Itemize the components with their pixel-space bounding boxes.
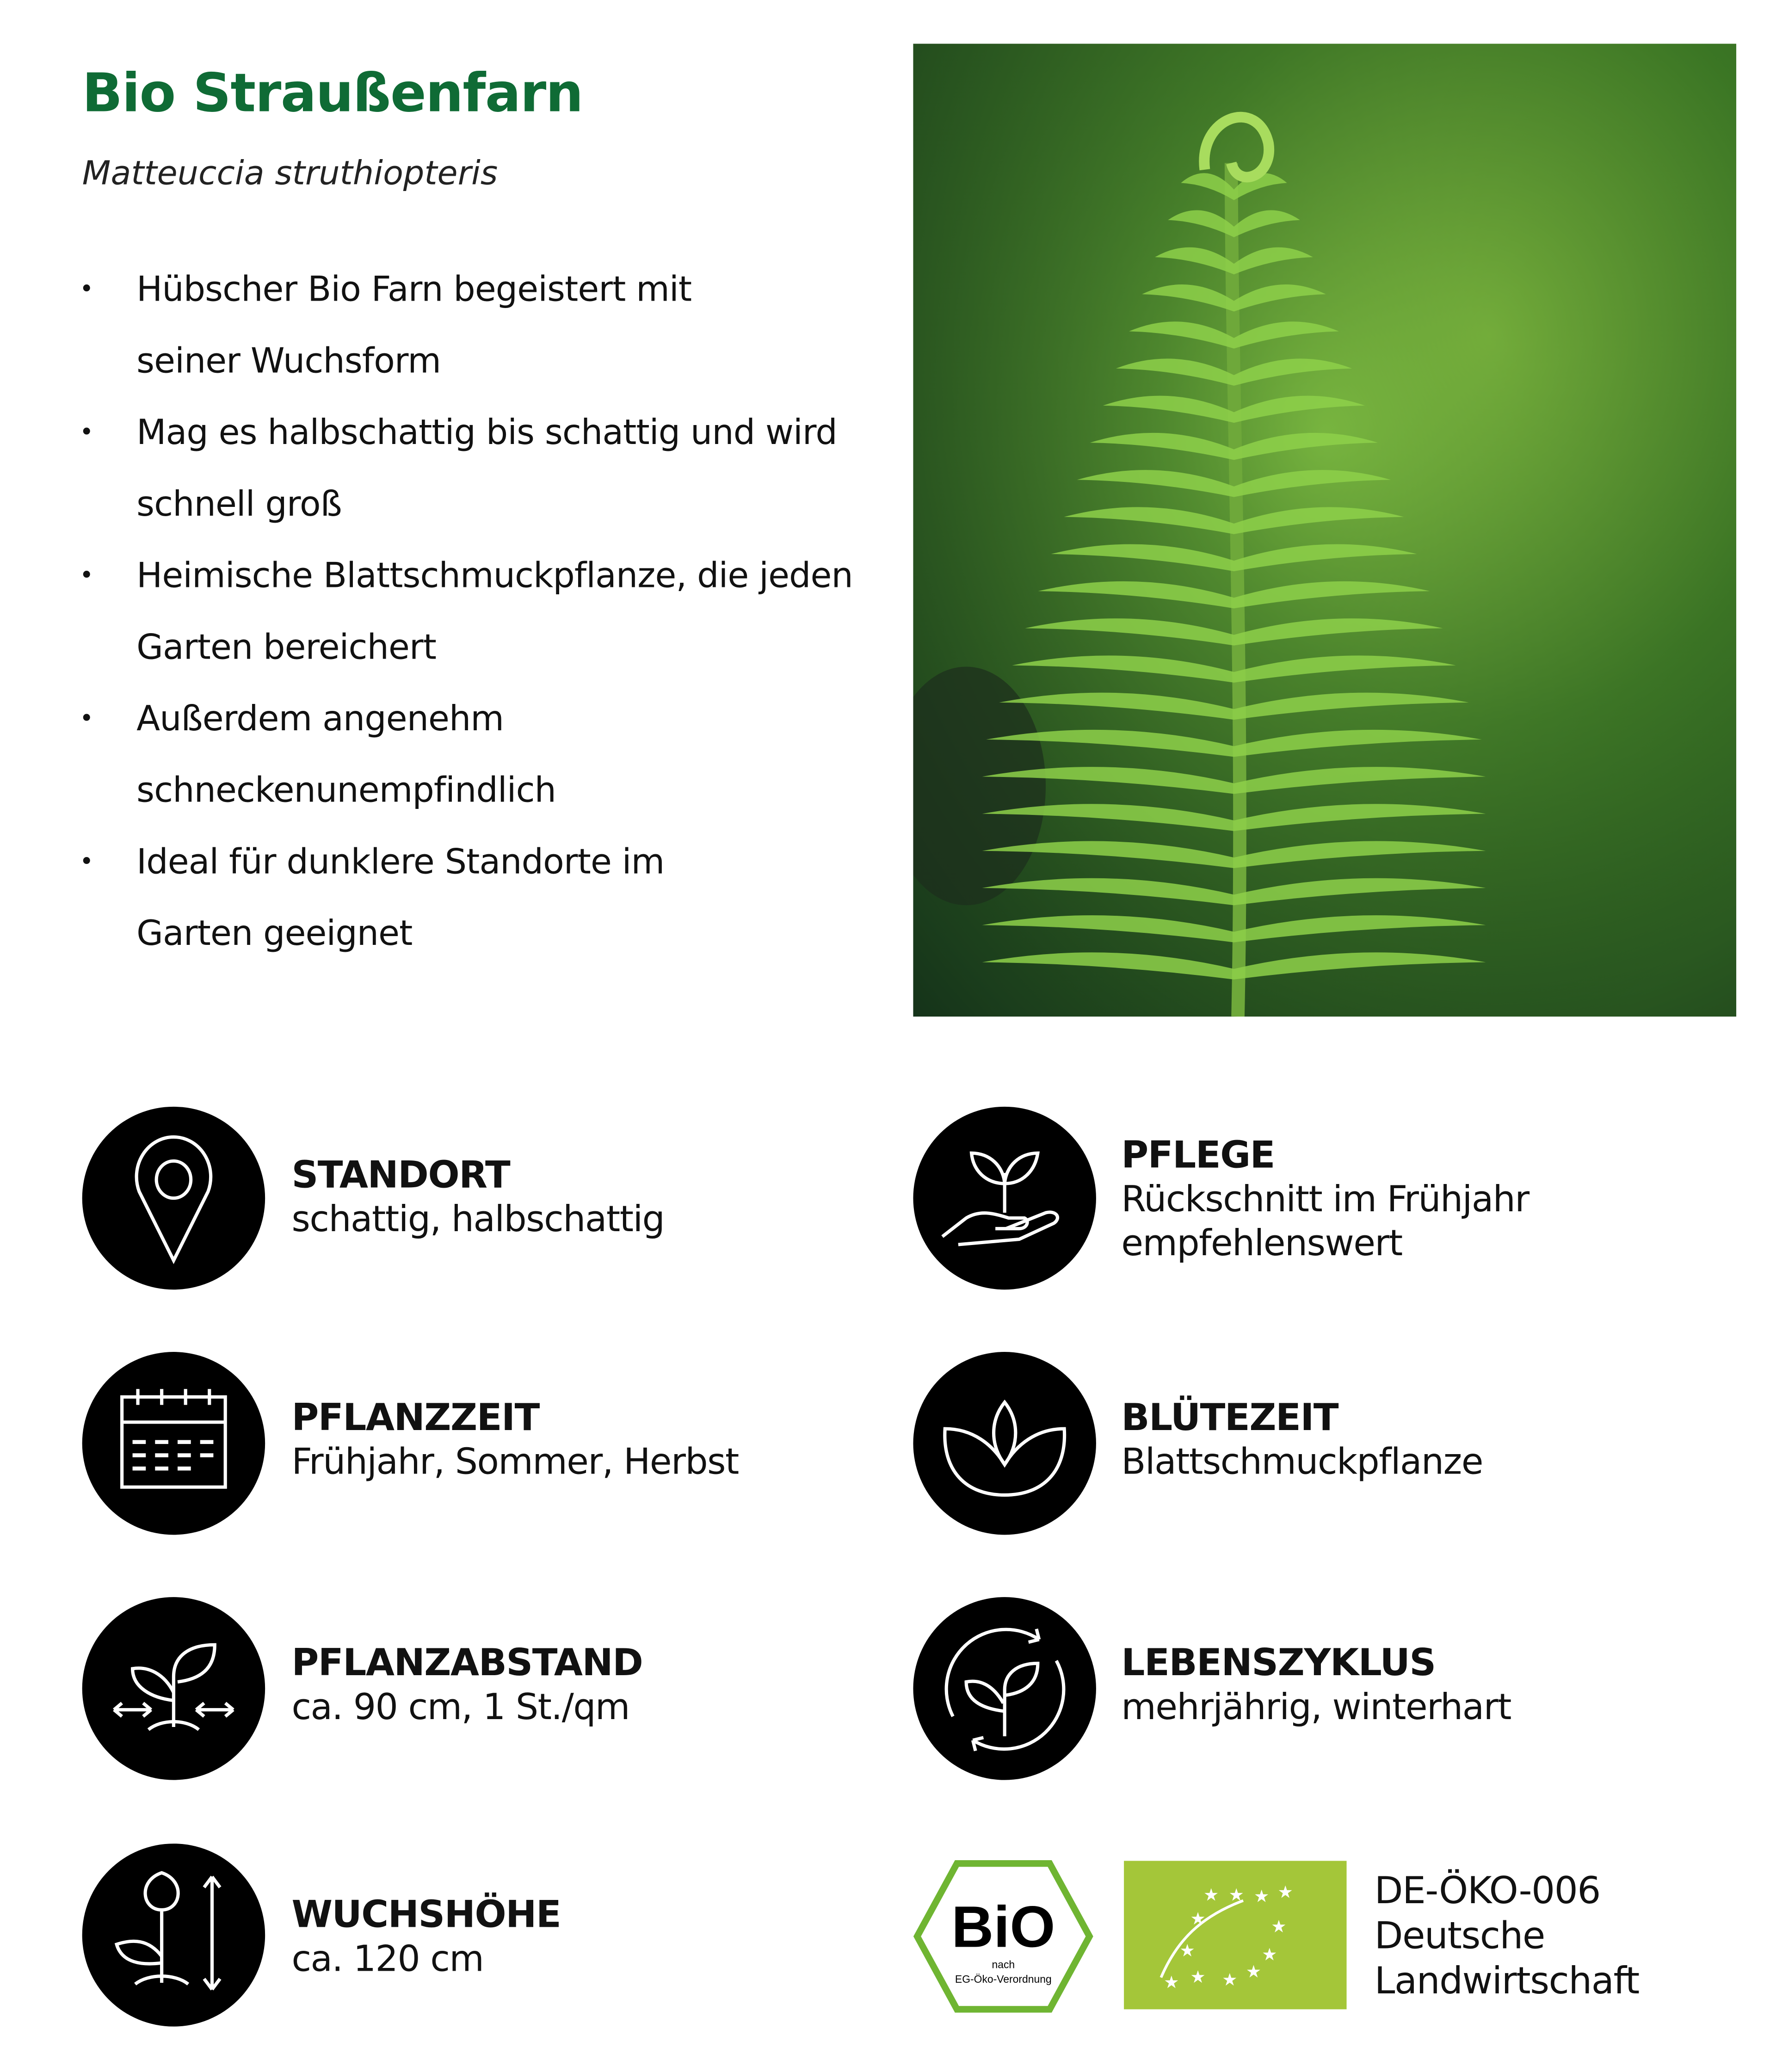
svg-text:★: ★ <box>1271 1916 1287 1937</box>
svg-text:★: ★ <box>1246 1961 1262 1982</box>
feature-item: • Ideal für dunklere Standorte im Garten geeignet <box>80 827 693 970</box>
feature-item: • Mag es halbschattig bis schattig und wird schnell groß <box>80 398 852 541</box>
attribute-pflanzabstand: PFLANZABSTAND ca. 90 cm, 1 St./qm <box>291 1640 643 1728</box>
svg-text:nach: nach <box>992 1958 1015 1971</box>
height-plant-icon <box>82 1844 265 2026</box>
feature-list <box>80 254 875 970</box>
latin-name: Matteuccia struthiopteris <box>82 154 498 192</box>
location-pin-icon <box>82 1107 265 1289</box>
svg-text:★: ★ <box>1190 1967 1206 1987</box>
svg-text:★: ★ <box>1262 1944 1277 1965</box>
attribute-wuchshoehe: WUCHSHÖHE ca. 120 cm <box>291 1893 561 1980</box>
svg-text:EG-Öko-Verordnung: EG-Öko-Verordnung <box>955 1973 1052 1986</box>
certification-text <box>1375 1869 1639 2004</box>
calendar-icon <box>82 1352 265 1535</box>
svg-text:★: ★ <box>1179 1940 1195 1961</box>
svg-text:★: ★ <box>1190 1908 1206 1929</box>
flower-icon <box>913 1352 1096 1535</box>
certification-code: DE-ÖKO-006 <box>1374 1868 1600 1913</box>
spacing-sprout-icon <box>82 1597 265 1780</box>
svg-text:★: ★ <box>1203 1884 1219 1905</box>
hand-sprout-icon <box>913 1107 1096 1289</box>
feature-item: • Hübscher Bio Farn begeistert mit seiner Wuchsform <box>80 254 733 397</box>
certification-line: Landwirtschaft <box>1374 1959 1639 2003</box>
eu-organic-leaf-logo <box>1124 1861 1346 2009</box>
svg-text:★: ★ <box>1277 1881 1293 1902</box>
svg-text:★: ★ <box>1228 1884 1244 1905</box>
attribute-pflege: PFLEGE Rückschnitt im Frühjahr empfehlenswert <box>1121 1133 1529 1264</box>
svg-text:★: ★ <box>1222 1969 1238 1990</box>
bio-seal-logo <box>913 1860 1093 2013</box>
certification-line: Deutsche <box>1374 1914 1545 1958</box>
feature-item: • Außerdem angenehm schneckenunempfindlich <box>80 684 574 827</box>
attribute-lebenszyklus: LEBENSZYKLUS mehrjährig, winterhart <box>1121 1640 1511 1728</box>
svg-text:★: ★ <box>1164 1972 1179 1992</box>
svg-text:★: ★ <box>1253 1886 1270 1906</box>
attribute-standort: STANDORT schattig, halbschattig <box>291 1153 665 1241</box>
attribute-pflanzzeit: PFLANZZEIT Frühjahr, Sommer, Herbst <box>291 1395 739 1483</box>
product-title: Bio Straußenfarn <box>82 63 583 125</box>
fern-photo <box>913 44 1736 1017</box>
lifecycle-icon <box>913 1597 1096 1780</box>
feature-item: • Heimische Blattschmuckpflanze, die jeden Garten bereichert <box>80 541 879 684</box>
attribute-bluetezeit: BLÜTEZEIT Blattschmuckpflanze <box>1121 1395 1483 1483</box>
svg-text:BiO: BiO <box>951 1894 1055 1960</box>
